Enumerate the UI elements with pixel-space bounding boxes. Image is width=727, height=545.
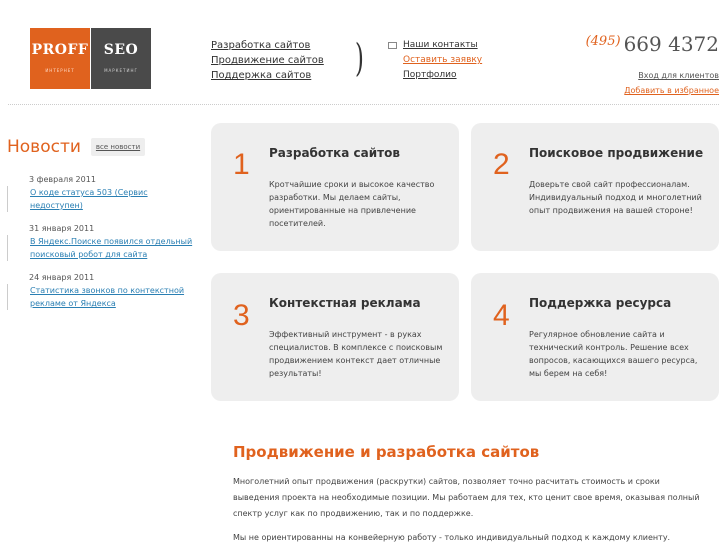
news-date: 24 января 2011 xyxy=(29,273,95,282)
card-title: Разработка сайтов xyxy=(269,146,400,160)
logo-proff-subtext: ИНТЕРНЕТ xyxy=(45,68,75,73)
phone-code: (495) xyxy=(585,34,621,49)
news-date: 3 февраля 2011 xyxy=(29,175,96,184)
nav-link-development[interactable]: Разработка сайтов xyxy=(211,40,311,51)
card-title: Поддержка ресурса xyxy=(529,296,672,310)
news-list xyxy=(7,174,197,321)
card-number: 4 xyxy=(493,299,510,332)
nav-link-support[interactable]: Поддержка сайтов xyxy=(211,70,312,81)
section-text xyxy=(233,474,708,545)
news-item xyxy=(7,174,197,212)
client-login-link[interactable]: Вход для клиентов xyxy=(638,71,719,80)
news-link[interactable]: Статистика звонков по контекстной рекламе от Яндекса xyxy=(7,284,197,310)
card-number: 3 xyxy=(233,299,250,332)
news-link[interactable]: В Яндекс.Поиске появился отдельный поисковый робот для сайта xyxy=(7,235,197,261)
card-description: Доверьте свой сайт профессионалам. Индивидуальный подход и многолетний опыт продвижения на вашей стороне! xyxy=(529,180,702,215)
section-paragraph: Многолетний опыт продвижения (раскрутки) сайтов, позволяет точно расчитать стоимость и сроки выведения проекта на необходимые позиции. Мы работаем для тех, кто ценит свое время, оказывая полный спектр услуг как по продвижению, так и по поддержке. xyxy=(233,477,700,518)
our-contacts-link[interactable]: Наши контакты xyxy=(403,40,478,50)
card-number: 1 xyxy=(233,148,250,181)
logo-proff-block xyxy=(30,28,90,89)
all-news-button[interactable]: все новости xyxy=(91,138,145,156)
logo-seo-text: SEO xyxy=(103,42,139,58)
header-utility-links xyxy=(624,68,719,98)
section-paragraph: Мы не ориентированны на конвейерную работу - только индивидуальный подход к каждому клиенту. xyxy=(233,533,671,542)
card-description: Эффективный инструмент - в руках специалистов. В комплексе с поисковым продвижением контекст дает отличные результаты! xyxy=(269,330,443,378)
news-header xyxy=(7,137,145,157)
leave-request-link[interactable]: Оставить заявку xyxy=(403,55,483,65)
section-title: Продвижение и разработка сайтов xyxy=(233,443,540,461)
card-number: 2 xyxy=(493,148,510,181)
service-card-seo[interactable] xyxy=(471,123,719,251)
main-nav xyxy=(211,38,324,83)
add-favorites-link[interactable]: Добавить в избранное xyxy=(624,86,719,95)
card-description: Регулярное обновление сайта и технический контроль. Решение всех вопросов, касающихся вашего ресурса, мы берем на себя! xyxy=(529,330,698,378)
news-item xyxy=(7,272,197,310)
mail-icon xyxy=(388,42,397,49)
logo-seo-block xyxy=(91,28,151,89)
news-date: 31 января 2011 xyxy=(29,224,95,233)
service-card-support[interactable] xyxy=(471,273,719,401)
header-divider xyxy=(8,104,719,105)
news-item xyxy=(7,223,197,261)
logo-seo-subtext: МАРКЕТИНГ xyxy=(104,68,138,73)
phone-number xyxy=(586,32,719,56)
portfolio-link[interactable]: Портфолио xyxy=(403,70,457,80)
service-card-context-ads[interactable] xyxy=(211,273,459,401)
card-description: Кротчайшие сроки и высокое качество разработки. Мы делаем сайты, ориентированные на привлечение посетителей. xyxy=(269,180,435,228)
news-title: Новости xyxy=(7,137,81,157)
news-link[interactable]: О коде статуса 503 (Сервис недоступен) xyxy=(7,186,197,212)
nav-link-promotion[interactable]: Продвижение сайтов xyxy=(211,55,324,66)
phone-digits: 669 4372 xyxy=(623,32,719,56)
contacts-links xyxy=(388,38,482,83)
card-title: Контекстная реклама xyxy=(269,296,421,310)
logo-proff-text: PROFF xyxy=(31,42,89,58)
service-card-development[interactable] xyxy=(211,123,459,251)
nav-bracket-divider: ) xyxy=(354,36,364,80)
card-title: Поисковое продвижение xyxy=(529,146,704,160)
logo[interactable] xyxy=(30,28,151,89)
